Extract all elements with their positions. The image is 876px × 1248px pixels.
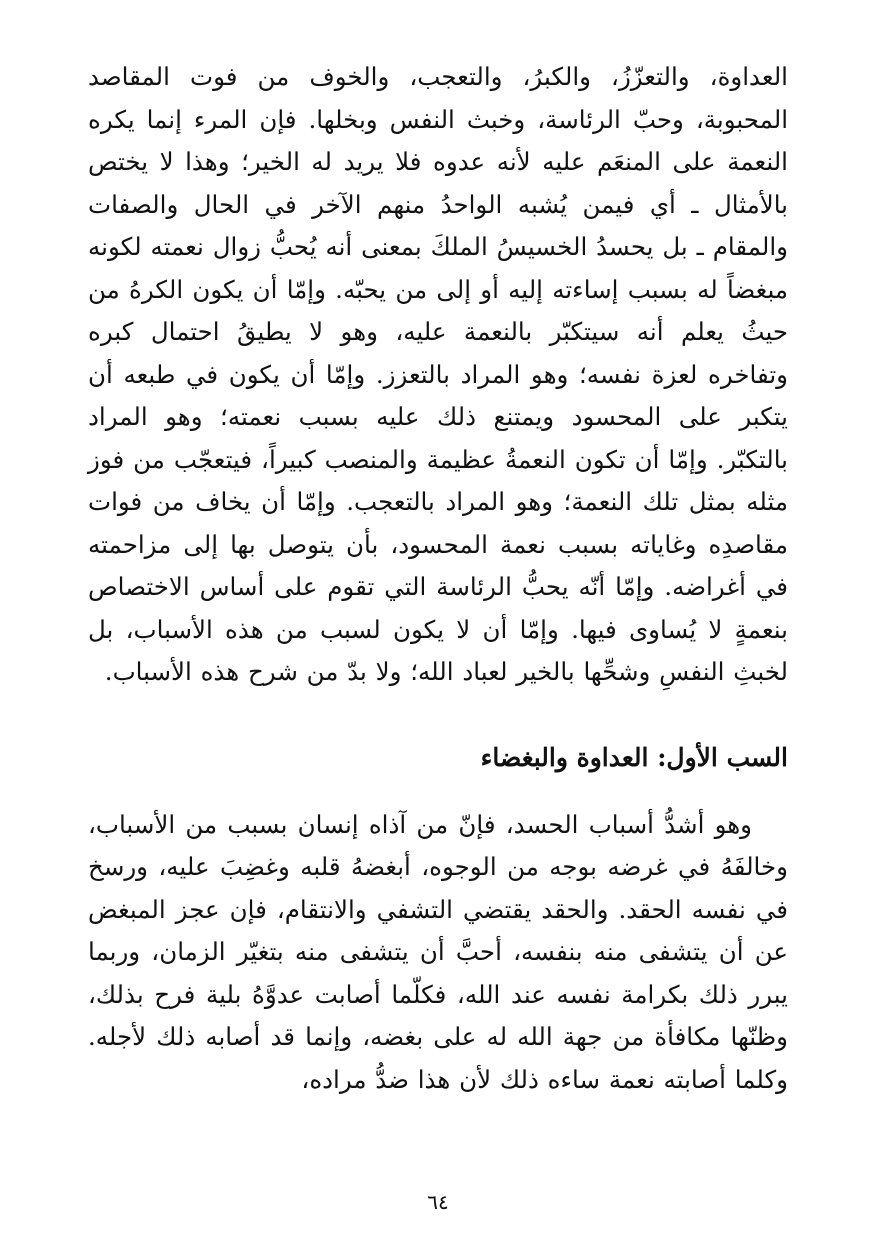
paragraph-enmity: وهو أشدُّ أسباب الحسد، فإنّ من آذاه إنسان بسبب من الأسباب، وخالفَهُ في غرضه بوجه من الوجوه، أبغضهُ قلبه وغضِبَ عليه، ورسخ في نفسه الحقد. والحقد يقتضي التشفي والانتقام، فإن عجز المبغض عن أن يتشفى منه بنفسه، أحبَّ أن يتشفى منه بتغيّر الزمان، وربما يبرر ذلك بكرامة نفسه عند الله، فكلّما أصابت عدوَّهُ بلية فرح بذلك، وظنّها مكافأة من جهة الله له على بغضه، وإنما قد أصابه ذلك لأجله. وكلما أصابته نعمة ساءه ذلك لأن هذا ضدُّ مراده، xyxy=(88,809,788,1094)
book-page xyxy=(88,56,788,1248)
paragraph-causes-of-envy: العداوة، والتعزّزُ، والكبرُ، والتعجب، والخوف من فوت المقاصد المحبوبة، وحبّ الرئاسة، وخبث النفس وبخلها. فإن المرء إنما يكره النعمة على المنعَم عليه لأنه عدوه فلا يريد له الخير؛ وهذا لا يختص بالأمثال ـ أي فيمن يُشبه الواحدُ منهم الآخر في الحال والصفات والمقام ـ بل يحسدُ الخسيسُ الملكَ بمعنى أنه يُحبُّ زوال نعمته لكونه مبغضاً له بسبب إساءته إليه أو إلى من يحبّه. وإمّا أن يكون الكرهُ من حيثُ يعلم أنه سيتكبّر بالنعمة عليه، وهو لا يطيقُ احتمال كبره وتفاخره لعزة نفسه؛ وهو المراد بالتعزز. وإمّا أن يكون في طبعه أن يتكبر على المحسود ويمتنع ذلك عليه بسبب نعمته؛ وهو المراد بالتكبّر. وإمّا أن تكون النعمةُ عظيمة والمنصب كبيراً، فيتعجّب من فوز مثله بمثل تلك النعمة؛ وهو المراد بالتعجب. وإمّا أن يخاف من فوات مقاصدِه وغاياته بسبب نعمة المحسود، بأن يتوصل بها إلى مزاحمته في أغراضه. وإمّا أنّه يحبُّ الرئاسة التي تقوم على أساس الاختصاص بنعمةٍ لا يُساوى فيها. وإمّا أن لا يكون لسبب من هذه الأسباب، بل لخبثِ النفسِ وشحِّها بالخير لعباد الله؛ ولا بدّ من شرح هذه الأسباب. xyxy=(88,62,788,686)
section-heading: السب الأول: العداوة والبغضاء xyxy=(480,742,788,772)
page-number: ٦٤ xyxy=(427,1190,449,1214)
